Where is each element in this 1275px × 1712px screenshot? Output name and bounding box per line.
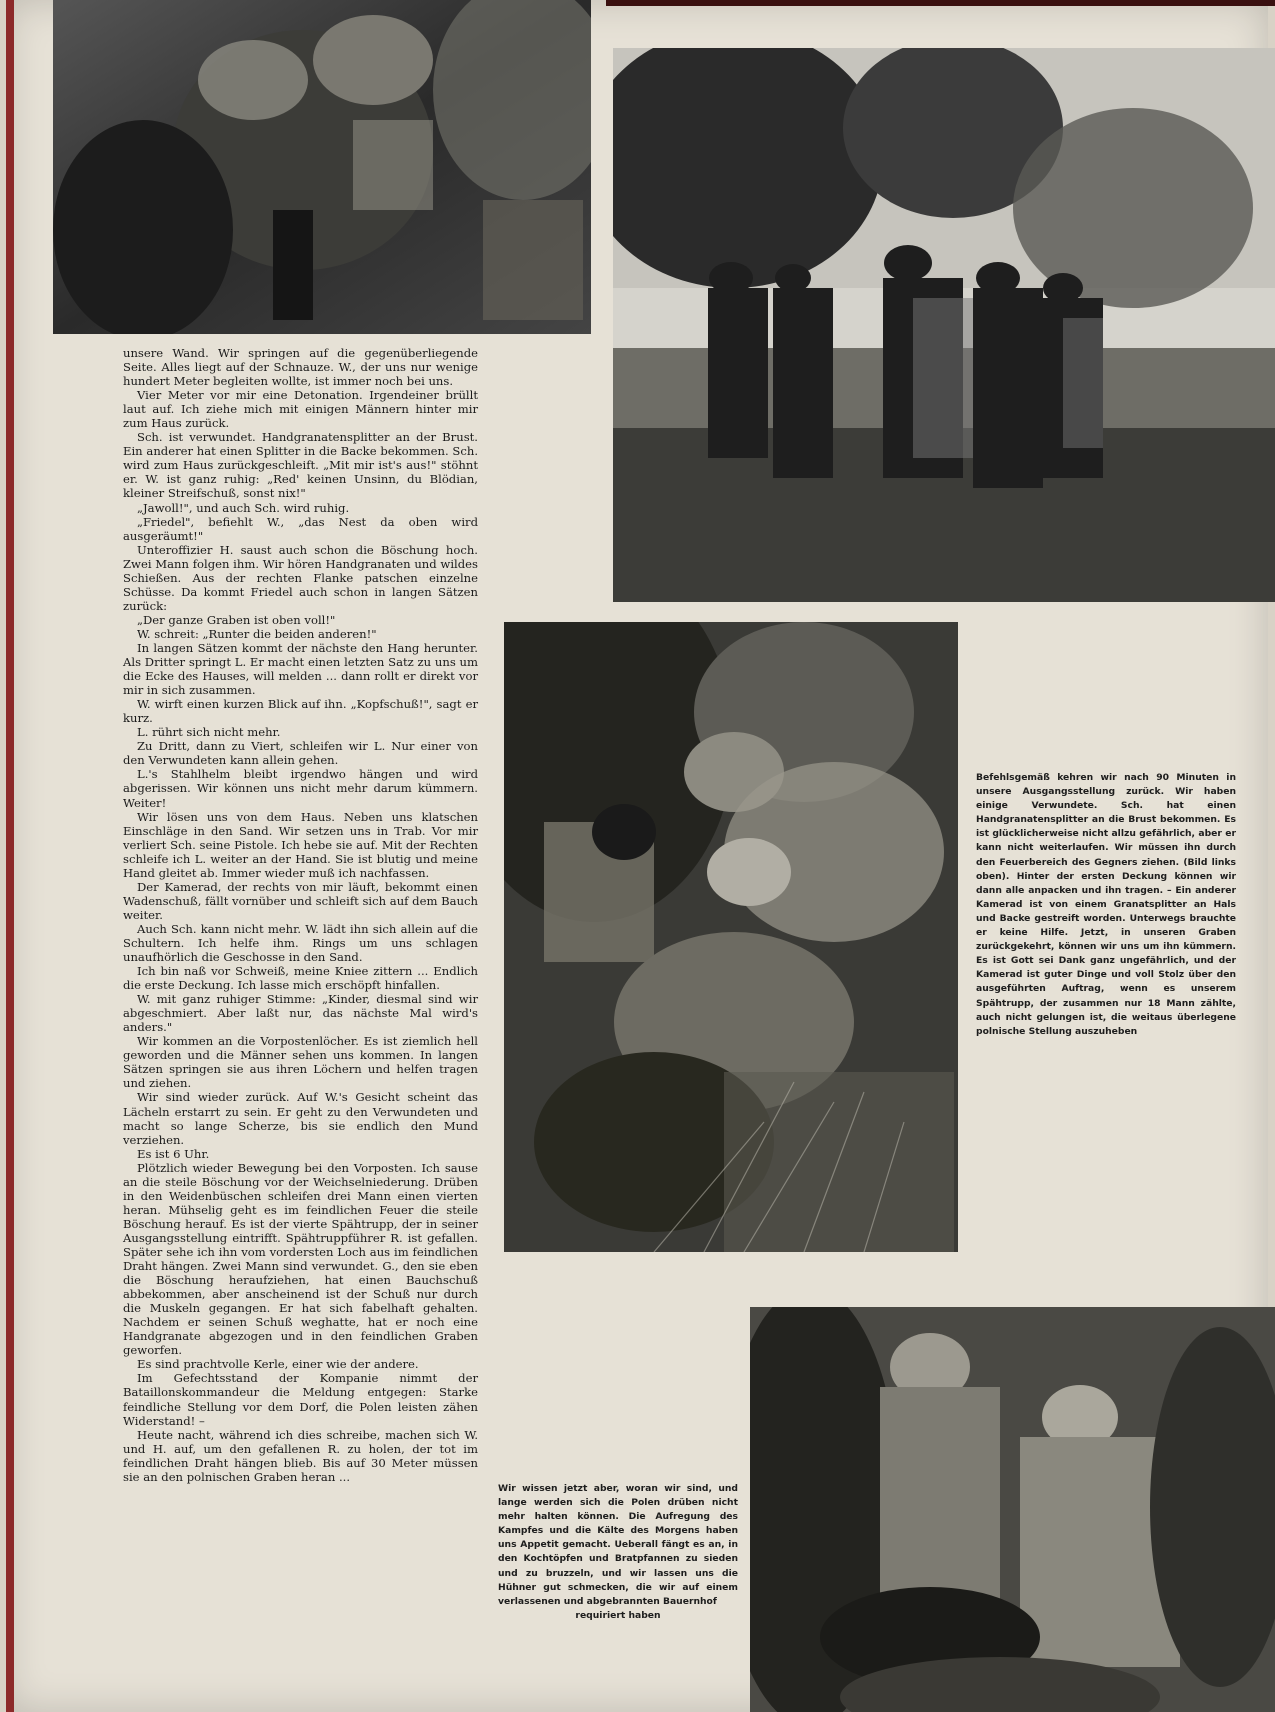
body-paragraph: W. schreit: „Runter die beiden anderen!" — [137, 626, 377, 641]
body-paragraph: Heute nacht, während ich dies schreibe, machen sich W. und H. auf, um den gefallenen R. zu holen, der tot im feindlichen Draht hängen blieb. Bis auf 30 Meter müssen sie an den polnischen Graben heran ... — [123, 1427, 478, 1484]
photo-caption-bottom — [498, 1482, 738, 1623]
body-paragraph: Es ist 6 Uhr. — [137, 1146, 210, 1161]
photo-soldiers-climbing — [53, 0, 591, 334]
body-paragraph: Unteroffizier H. saust auch schon die Böschung hoch. Zwei Mann folgen ihm. Wir hören Handgranaten und wildes Schießen. Aus der rechten Flanke patschen einzelne Schüsse. Da kommt Friedel auch schon in langen Sätzen zurück: — [123, 542, 478, 613]
body-paragraph: Plötzlich wieder Bewegung bei den Vorposten. Ich sause an die steile Böschung vor der Weichselniederung. Drüben in den Weidenbüschen schleifen drei Mann einen vierten heran. Mühselig geht es im feindlichen Feuer die steile Böschung herauf. Es ist der vierte Spähtrupp, der in seiner Ausgangsstellung eintrifft. Spähtruppführer R. ist gefallen. Später sehe ich ihn vom vordersten Loch aus im feindlichen Draht hängen. Zwei Mann sind verwundet. G., den sie eben die Böschung heraufziehen, hat einen Bauchschuß abbekommen, aber anscheinend ist der Schuß nur durch die Muskeln gegangen. Er hat sich fabelhaft gehalten. Nachdem er seinen Schuß weghatte, hat er noch eine Handgranate abgezogen und in den feindlichen Graben geworfen. — [123, 1160, 478, 1358]
article-body-column — [123, 346, 478, 1484]
body-paragraph: Es sind prachtvolle Kerle, einer wie der andere. — [137, 1357, 419, 1372]
body-paragraph: Der Kamerad, der rechts von mir läuft, bekommt einen Wadenschuß, fällt vornüber und schleift sich auf dem Bauch weiter. — [123, 879, 478, 922]
body-paragraph: In langen Sätzen kommt der nächste den Hang herunter. Als Dritter springt L. Er macht einen letzten Satz zu uns um die Ecke des Hauses, will melden ... dann rollt er direkt vor mir in sich zusammen. — [123, 640, 478, 698]
body-paragraph: Sch. ist verwundet. Handgranatensplitter an der Brust. Ein anderer hat einen Splitter in die Backe bekommen. Sch. wird zum Haus zurückgeschleift. „Mit mir ist's aus!" stöhnt er. W. ist ganz ruhig: „Red' keinen Unsinn, du Blödian, kleiner Streifschuß, sonst nix!" — [123, 430, 478, 501]
body-paragraph: „Jawoll!", und auch Sch. wird ruhig. — [137, 500, 350, 515]
photo-caption-right: Befehlsgemäß kehren wir nach 90 Minuten in unsere Ausgangsstellung zurück. Wir haben einige Verwundete. Sch. hat einen Handgranatensplitter an die Brust bekommen. Es ist glücklicherweise nicht allzu gefährlich, aber er kann nicht weiterlaufen. Wir müssen ihn durch den Feuerbereich des Gegners ziehen. (Bild links oben). Hinter der ersten Deckung können wir dann alle anpacken und ihn tragen. – Ein anderer Kamerad ist von einem Granatsplitter an Hals und Backe gestreift worden. Unterwegs brauchte er keine Hilfe. Jetzt, in unseren Graben zurückgekehrt, können wir uns um ihn kümmern. Es ist Gott sei Dank ganz ungefährlich, und der Kamerad ist guter Dinge und voll Stolz über den ausgeführten Auftrag, wenn es unserem Spähtrupp, der zusammen nur 18 Mann zählte, auch nicht gelungen ist, die weitaus überlegene polnische Stellung auszuheben — [976, 772, 1236, 1037]
caption-bottom-text: Wir wissen jetzt aber, woran wir sind, und lange werden sich die Polen drüben nicht mehr halten können. Die Aufregung des Kampfes und die Kälte des Morgens haben uns Appetit gemacht. Ueberall fängt es an, in den Kochtöpfen und Bratpfannen zu sieden und zu bruzzeln, und wir lassen uns die Hühner gut schmecken, die wir auf einem verlassenen und abgebrannten Bauernhof — [498, 1483, 738, 1607]
body-paragraph: Wir lösen uns von dem Haus. Neben uns klatschen Einschläge in den Sand. Wir setzen uns in Trab. Vor mir verliert Sch. seine Pistole. Ich hebe sie auf. Mit der Rechten schleife ich L. weiter an der Hand. Sie ist blutig und meine Hand gleitet ab. Immer wieder muß ich nachfassen. — [123, 809, 478, 880]
photo-soldiers-carrying-wounded — [613, 48, 1275, 602]
body-paragraph: Wir sind wieder zurück. Auf W.'s Gesicht scheint das Lächeln erstarrt zu sein. Er geht zu den Verwundeten und macht so lange Scherze, bis sie endlich den Mund verziehen. — [123, 1090, 478, 1147]
body-paragraph: „Der ganze Graben ist oben voll!" — [137, 612, 336, 627]
caption-bottom-last-line: requiriert haben — [575, 1609, 661, 1621]
magazine-page — [6, 0, 1268, 1712]
body-paragraph: Vier Meter vor mir eine Detonation. Irgendeiner brüllt laut auf. Ich ziehe mich mit einigen Männern hinter mir zum Haus zurück. — [123, 388, 478, 431]
photo-soldiers-in-trench — [504, 622, 958, 1252]
body-paragraph: L.'s Stahlhelm bleibt irgendwo hängen und wird abgerissen. Wir können uns nicht mehr darum kümmern. Weiter! — [123, 767, 478, 810]
body-paragraph: W. wirft einen kurzen Blick auf ihn. „Kopfschuß!", sagt er kurz. — [123, 697, 478, 726]
body-paragraph: Zu Dritt, dann zu Viert, schleifen wir L. Nur einer von den Verwundeten kann allein gehen. — [123, 739, 478, 768]
body-paragraph: W. mit ganz ruhiger Stimme: „Kinder, diesmal sind wir abgeschmiert. Aber laßt nur, das nächste Mal wird's anders." — [123, 992, 478, 1035]
body-paragraph: unsere Wand. Wir springen auf die gegenüberliegende Seite. Alles liegt auf der Schnauze. W., der uns nur wenige hundert Meter begleiten wollte, ist immer noch bei uns. — [123, 346, 478, 389]
body-paragraph: Wir kommen an die Vorpostenlöcher. Es ist ziemlich hell geworden und die Männer sehen uns kommen. In langen Sätzen springen sie aus ihren Löchern und helfen tragen und ziehen. — [123, 1034, 478, 1091]
photo-soldiers-cooking — [750, 1307, 1275, 1712]
body-paragraph: Ich bin naß vor Schweiß, meine Kniee zittern ... Endlich die erste Deckung. Ich lasse mich erschöpft hinfallen. — [123, 964, 478, 993]
top-edge-band — [606, 0, 1275, 6]
body-paragraph: L. rührt sich nicht mehr. — [137, 725, 281, 740]
body-paragraph: Im Gefechtsstand der Kompanie nimmt der Bataillonskommandeur die Meldung entgegen: Starke feindliche Stellung vor dem Dorf, die Polen leisten zähen Widerstand! – — [123, 1371, 478, 1428]
body-paragraph: Auch Sch. kann nicht mehr. W. lädt ihn sich allein auf die Schultern. Ich helfe ihm. Rings um uns schlagen unaufhörlich die Geschosse in den Sand. — [123, 921, 478, 965]
body-paragraph: „Friedel", befiehlt W., „das Nest da oben wird ausgeräumt!" — [123, 514, 478, 543]
binding-spine — [6, 0, 14, 1712]
